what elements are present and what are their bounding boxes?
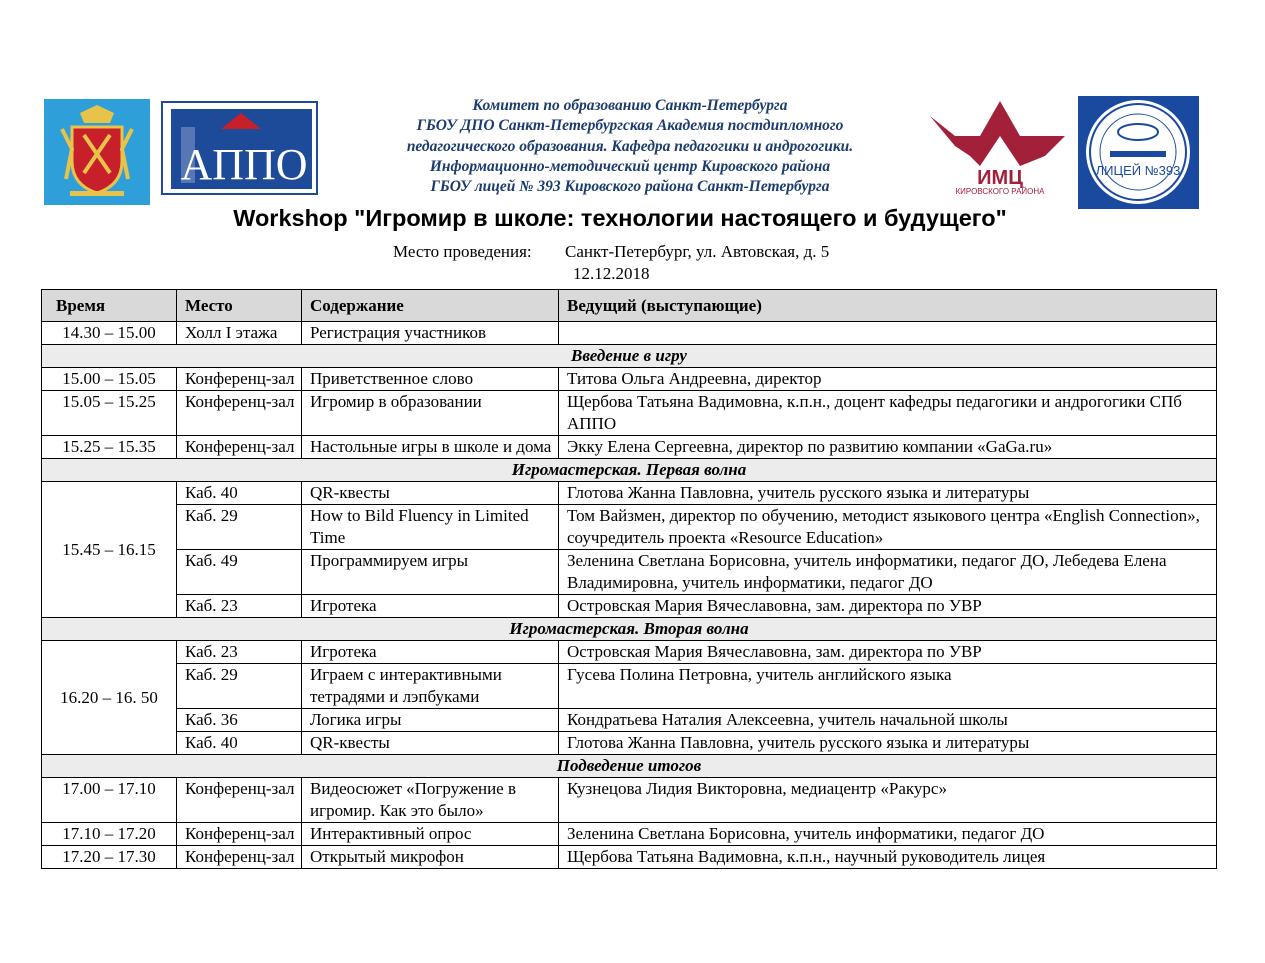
host-cell: Том Вайзмен, директор по обучению, методист языкового центра «English Connection», соучредитель проекта «Resource Education»	[559, 505, 1217, 550]
place-cell: Конференц-зал	[177, 846, 302, 869]
host-cell: Экку Елена Сергеевна, директор по развитию компании «GaGa.ru»	[559, 436, 1217, 459]
time-cell: 14.30 – 15.00	[42, 322, 177, 345]
org-line: ГБОУ ДПО Санкт-Петербургская Академия постдипломного	[416, 117, 844, 135]
table-row	[42, 846, 1217, 869]
place-cell: Конференц-зал	[177, 391, 302, 436]
content-cell: QR-квесты	[302, 732, 559, 755]
place-cell: Каб. 29	[177, 664, 302, 709]
time-cell: 17.10 – 17.20	[42, 823, 177, 846]
host-cell: Гусева Полина Петровна, учитель английского языка	[559, 664, 1217, 709]
content-cell: Приветственное слово	[302, 368, 559, 391]
place-cell: Холл I этажа	[177, 322, 302, 345]
host-cell: Глотова Жанна Павловна, учитель русского языка и литературы	[559, 482, 1217, 505]
spb-coat-of-arms-logo	[44, 99, 150, 205]
org-line: Информационно-методический центр Кировского района	[429, 157, 831, 175]
time-cell: 16.20 – 16. 50	[42, 641, 177, 755]
time-cell: 15.00 – 15.05	[42, 368, 177, 391]
host-cell: Островская Мария Вячеславовна, зам. директора по УВР	[559, 595, 1217, 618]
content-cell: Играем с интерактивными тетрадями и лэпбуками	[302, 664, 559, 709]
place-cell: Конференц-зал	[177, 436, 302, 459]
venue-line	[393, 242, 829, 262]
place-cell: Каб. 49	[177, 550, 302, 595]
section-row	[42, 345, 1217, 368]
section-row	[42, 459, 1217, 482]
org-line: педагогического образования. Кафедра педагогики и андрогогики.	[406, 137, 854, 155]
column-header-time: Время	[42, 290, 177, 322]
imc-logo-subtext: КИРОВСКОГО РАЙОНА	[955, 187, 1045, 196]
org-line: Комитет по образованию Санкт-Петербурга	[472, 97, 788, 114]
column-header-content: Содержание	[302, 290, 559, 322]
table-row	[42, 482, 1217, 505]
place-cell: Каб. 29	[177, 505, 302, 550]
content-cell: QR-квесты	[302, 482, 559, 505]
table-row	[42, 709, 1217, 732]
host-cell: Зеленина Светлана Борисовна, учитель информатики, педагог ДО, Лебедева Елена Владимировна, учитель информатики, педагог ДО	[559, 550, 1217, 595]
content-cell: Игротека	[302, 641, 559, 664]
venue-value: Санкт-Петербург, ул. Автовская, д. 5	[565, 242, 830, 261]
content-cell: Настольные игры в школе и дома	[302, 436, 559, 459]
venue-label: Место проведения:	[393, 242, 532, 261]
section-row	[42, 618, 1217, 641]
time-cell: 15.05 – 15.25	[42, 391, 177, 436]
place-cell: Конференц-зал	[177, 823, 302, 846]
place-cell: Каб. 23	[177, 595, 302, 618]
appo-logo	[161, 101, 318, 195]
table-header-row	[42, 290, 1217, 322]
content-cell: Игротека	[302, 595, 559, 618]
table-row	[42, 732, 1217, 755]
host-cell: Щербова Татьяна Вадимовна, к.п.н., научный руководитель лицея	[559, 846, 1217, 869]
time-cell: 17.20 – 17.30	[42, 846, 177, 869]
place-cell: Каб. 23	[177, 641, 302, 664]
document-title: Workshop "Игромир в школе: технологии настоящего и будущего"	[233, 205, 1007, 231]
time-cell: 15.25 – 15.35	[42, 436, 177, 459]
time-cell: 17.00 – 17.10	[42, 778, 177, 823]
time-cell: 15.45 – 16.15	[42, 482, 177, 618]
place-cell: Конференц-зал	[177, 778, 302, 823]
host-cell: Зеленина Светлана Борисовна, учитель информатики, педагог ДО	[559, 823, 1217, 846]
place-cell: Каб. 40	[177, 482, 302, 505]
column-header-place: Место	[177, 290, 302, 322]
host-cell: Островская Мария Вячеславовна, зам. директора по УВР	[559, 641, 1217, 664]
place-cell: Каб. 40	[177, 732, 302, 755]
content-cell: How to Bild Fluency in Limited Time	[302, 505, 559, 550]
host-cell: Глотова Жанна Павловна, учитель русского языка и литературы	[559, 732, 1217, 755]
host-cell: Кузнецова Лидия Викторовна, медиацентр «Ракурс»	[559, 778, 1217, 823]
content-cell: Логика игры	[302, 709, 559, 732]
content-cell: Видеосюжет «Погружение в игромир. Как это было»	[302, 778, 559, 823]
host-cell: Кондратьева Наталия Алексеевна, учитель начальной школы	[559, 709, 1217, 732]
host-cell: Щербова Татьяна Вадимовна, к.п.н., доцент кафедры педагогики и андрогогики СПб АППО	[559, 391, 1217, 436]
host-cell	[559, 322, 1217, 345]
imc-logo-text: ИМЦ	[977, 167, 1023, 189]
section-title: Введение в игру	[42, 345, 1217, 368]
program-table	[41, 289, 1217, 869]
content-cell: Интерактивный опрос	[302, 823, 559, 846]
table-row	[42, 368, 1217, 391]
place-cell: Конференц-зал	[177, 368, 302, 391]
table-row	[42, 550, 1217, 595]
content-cell: Программируем игры	[302, 550, 559, 595]
appo-logo-text: АППО	[180, 140, 308, 189]
place-cell: Каб. 36	[177, 709, 302, 732]
table-row	[42, 641, 1217, 664]
imc-logo	[925, 96, 1075, 196]
content-cell: Регистрация участников	[302, 322, 559, 345]
table-row	[42, 664, 1217, 709]
table-row	[42, 436, 1217, 459]
column-header-host: Ведущий (выступающие)	[559, 290, 1217, 322]
table-row	[42, 595, 1217, 618]
event-date: 12.12.2018	[573, 264, 650, 283]
section-title: Игромастерская. Первая волна	[42, 459, 1217, 482]
section-title: Подведение итогов	[42, 755, 1217, 778]
table-row	[42, 823, 1217, 846]
table-row	[42, 778, 1217, 823]
table-row	[42, 505, 1217, 550]
organization-header	[330, 96, 930, 197]
lyceum-logo-text: ЛИЦЕЙ №393	[1095, 163, 1181, 178]
lyceum-393-logo	[1078, 96, 1199, 209]
org-line: ГБОУ лицей № 393 Кировского района Санкт-Петербурга	[430, 178, 830, 196]
content-cell: Открытый микрофон	[302, 846, 559, 869]
host-cell: Титова Ольга Андреевна, директор	[559, 368, 1217, 391]
table-row	[42, 391, 1217, 436]
table-row	[42, 322, 1217, 345]
section-row	[42, 755, 1217, 778]
section-title: Игромастерская. Вторая волна	[42, 618, 1217, 641]
content-cell: Игромир в образовании	[302, 391, 559, 436]
